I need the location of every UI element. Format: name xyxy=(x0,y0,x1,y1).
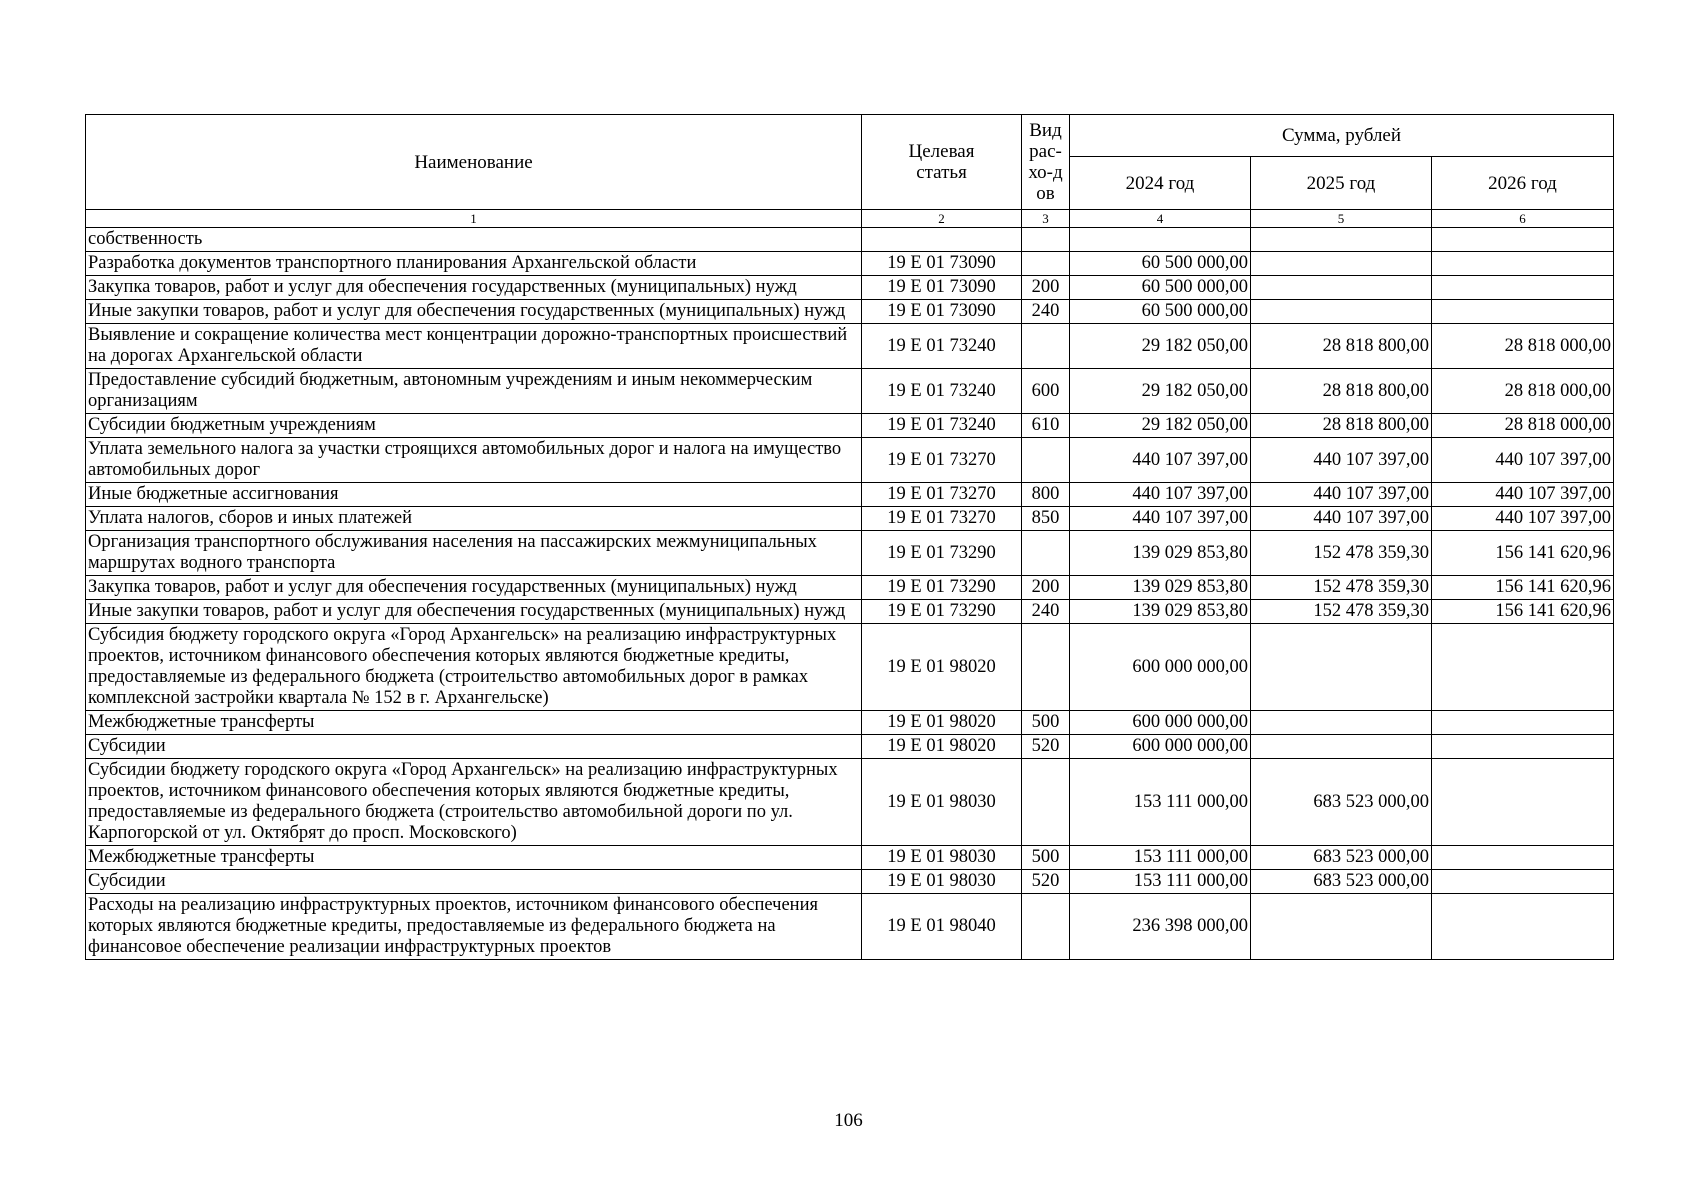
row-expense-type: 240 xyxy=(1022,300,1070,324)
row-amount-2024: 153 111 000,00 xyxy=(1070,759,1251,846)
row-target-code: 19 Е 01 98020 xyxy=(862,711,1022,735)
row-amount-2026 xyxy=(1432,759,1614,846)
table-row xyxy=(86,507,1614,531)
header-year-2024: 2024 год xyxy=(1070,157,1251,210)
row-name: Уплата налогов, сборов и иных платежей xyxy=(86,507,862,531)
row-target-code: 19 Е 01 73290 xyxy=(862,531,1022,576)
row-amount-2026: 156 141 620,96 xyxy=(1432,531,1614,576)
row-target-code xyxy=(862,228,1022,252)
column-number: 6 xyxy=(1432,210,1614,228)
row-target-code: 19 Е 01 73290 xyxy=(862,600,1022,624)
header-row-top xyxy=(86,115,1614,157)
row-name: Субсидии бюджетным учреждениям xyxy=(86,414,862,438)
row-amount-2024: 60 500 000,00 xyxy=(1070,252,1251,276)
row-amount-2024: 236 398 000,00 xyxy=(1070,894,1251,960)
row-amount-2025: 440 107 397,00 xyxy=(1251,483,1432,507)
row-amount-2026: 440 107 397,00 xyxy=(1432,438,1614,483)
row-name: Субсидии xyxy=(86,870,862,894)
row-amount-2025 xyxy=(1251,894,1432,960)
row-name: Межбюджетные трансферты xyxy=(86,846,862,870)
budget-table xyxy=(85,114,1614,960)
row-expense-type: 520 xyxy=(1022,735,1070,759)
table-row xyxy=(86,414,1614,438)
table-row xyxy=(86,324,1614,369)
column-number-row xyxy=(86,210,1614,228)
row-amount-2024: 139 029 853,80 xyxy=(1070,600,1251,624)
row-amount-2024: 29 182 050,00 xyxy=(1070,369,1251,414)
row-target-code: 19 Е 01 73290 xyxy=(862,576,1022,600)
table-row xyxy=(86,300,1614,324)
row-target-code: 19 Е 01 73090 xyxy=(862,300,1022,324)
row-amount-2025: 152 478 359,30 xyxy=(1251,576,1432,600)
header-year-2025: 2025 год xyxy=(1251,157,1432,210)
row-name: Предоставление субсидий бюджетным, автономным учреждениям и иным некоммерческим организациям xyxy=(86,369,862,414)
row-target-code: 19 Е 01 73240 xyxy=(862,369,1022,414)
row-name: Организация транспортного обслуживания населения на пассажирских межмуниципальных маршрутах водного транспорта xyxy=(86,531,862,576)
row-amount-2024: 153 111 000,00 xyxy=(1070,870,1251,894)
row-target-code: 19 Е 01 98040 xyxy=(862,894,1022,960)
row-amount-2024: 29 182 050,00 xyxy=(1070,414,1251,438)
table-row xyxy=(86,252,1614,276)
row-amount-2024: 139 029 853,80 xyxy=(1070,531,1251,576)
table-row xyxy=(86,759,1614,846)
table-row xyxy=(86,483,1614,507)
row-amount-2026: 156 141 620,96 xyxy=(1432,576,1614,600)
row-amount-2026: 156 141 620,96 xyxy=(1432,600,1614,624)
row-expense-type: 500 xyxy=(1022,711,1070,735)
row-expense-type: 200 xyxy=(1022,576,1070,600)
row-target-code: 19 Е 01 98020 xyxy=(862,624,1022,711)
row-amount-2026 xyxy=(1432,624,1614,711)
row-amount-2024 xyxy=(1070,228,1251,252)
row-name: Расходы на реализацию инфраструктурных проектов, источником финансового обеспечения которых являются бюджетные кредиты, предоставляемые из федерального бюджета на финансовое обеспечение реализации инфраструктурных проектов xyxy=(86,894,862,960)
row-amount-2026 xyxy=(1432,276,1614,300)
column-number: 1 xyxy=(86,210,862,228)
row-amount-2025 xyxy=(1251,735,1432,759)
row-expense-type: 500 xyxy=(1022,846,1070,870)
column-number: 3 xyxy=(1022,210,1070,228)
row-name: Межбюджетные трансферты xyxy=(86,711,862,735)
row-target-code: 19 Е 01 98030 xyxy=(862,870,1022,894)
row-amount-2025: 28 818 800,00 xyxy=(1251,324,1432,369)
row-amount-2026: 28 818 000,00 xyxy=(1432,324,1614,369)
row-amount-2026 xyxy=(1432,735,1614,759)
table-row xyxy=(86,600,1614,624)
row-amount-2025: 28 818 800,00 xyxy=(1251,414,1432,438)
row-amount-2024: 139 029 853,80 xyxy=(1070,576,1251,600)
row-target-code: 19 Е 01 73240 xyxy=(862,324,1022,369)
row-expense-type xyxy=(1022,624,1070,711)
row-target-code: 19 Е 01 73270 xyxy=(862,438,1022,483)
column-number: 4 xyxy=(1070,210,1251,228)
row-amount-2025 xyxy=(1251,711,1432,735)
row-target-code: 19 Е 01 98030 xyxy=(862,846,1022,870)
header-sum: Сумма, рублей xyxy=(1070,115,1614,157)
row-amount-2024: 600 000 000,00 xyxy=(1070,735,1251,759)
row-name: Субсидии xyxy=(86,735,862,759)
row-amount-2025: 683 523 000,00 xyxy=(1251,759,1432,846)
table-body xyxy=(86,115,1614,960)
row-amount-2026 xyxy=(1432,894,1614,960)
row-expense-type: 240 xyxy=(1022,600,1070,624)
row-name: Субсидии бюджету городского округа «Город Архангельск» на реализацию инфраструктурных проектов, источником финансового обеспечения которых являются бюджетные кредиты, предоставляемые из федерального бюджета (строительство автомобильной дороги по ул. Карпогорской от ул. Октябрят до просп. Московского) xyxy=(86,759,862,846)
table-row xyxy=(86,735,1614,759)
row-expense-type xyxy=(1022,252,1070,276)
row-amount-2025 xyxy=(1251,624,1432,711)
row-amount-2024: 60 500 000,00 xyxy=(1070,300,1251,324)
row-amount-2025: 440 107 397,00 xyxy=(1251,438,1432,483)
row-expense-type xyxy=(1022,759,1070,846)
row-amount-2026: 28 818 000,00 xyxy=(1432,369,1614,414)
row-name: Выявление и сокращение количества мест концентрации дорожно-транспортных происшествий на дорогах Архангельской области xyxy=(86,324,862,369)
row-target-code: 19 Е 01 73090 xyxy=(862,276,1022,300)
table-row xyxy=(86,894,1614,960)
table-row xyxy=(86,711,1614,735)
budget-sheet xyxy=(85,114,1613,960)
row-amount-2024: 440 107 397,00 xyxy=(1070,483,1251,507)
row-amount-2026 xyxy=(1432,870,1614,894)
row-amount-2026 xyxy=(1432,300,1614,324)
row-amount-2024: 29 182 050,00 xyxy=(1070,324,1251,369)
header-year-2026: 2026 год xyxy=(1432,157,1614,210)
row-amount-2026 xyxy=(1432,252,1614,276)
row-amount-2024: 153 111 000,00 xyxy=(1070,846,1251,870)
row-name: Закупка товаров, работ и услуг для обеспечения государственных (муниципальных) нужд xyxy=(86,276,862,300)
row-amount-2026 xyxy=(1432,711,1614,735)
row-amount-2025: 152 478 359,30 xyxy=(1251,600,1432,624)
row-expense-type xyxy=(1022,324,1070,369)
row-expense-type: 200 xyxy=(1022,276,1070,300)
row-target-code: 19 Е 01 73270 xyxy=(862,507,1022,531)
header-code-text: Целевая статья xyxy=(908,141,975,183)
row-expense-type xyxy=(1022,228,1070,252)
row-amount-2026 xyxy=(1432,846,1614,870)
row-amount-2026: 440 107 397,00 xyxy=(1432,483,1614,507)
row-amount-2026: 440 107 397,00 xyxy=(1432,507,1614,531)
header-kind xyxy=(1022,115,1070,210)
table-row xyxy=(86,369,1614,414)
row-amount-2024: 600 000 000,00 xyxy=(1070,624,1251,711)
table-row xyxy=(86,438,1614,483)
row-expense-type xyxy=(1022,438,1070,483)
table-row xyxy=(86,624,1614,711)
row-target-code: 19 Е 01 73090 xyxy=(862,252,1022,276)
row-expense-type: 600 xyxy=(1022,369,1070,414)
table-row xyxy=(86,846,1614,870)
page-number: 106 xyxy=(834,1110,863,1131)
row-name: Субсидия бюджету городского округа «Город Архангельск» на реализацию инфраструктурных проектов, источником финансового обеспечения которых являются бюджетные кредиты, предоставляемые из федерального бюджета (строительство автомобильных дорог в рамках комплексной застройки квартала № 152 в г. Архангельске) xyxy=(86,624,862,711)
row-name: Разработка документов транспортного планирования Архангельской области xyxy=(86,252,862,276)
row-name: Закупка товаров, работ и услуг для обеспечения государственных (муниципальных) нужд xyxy=(86,576,862,600)
row-name: Иные закупки товаров, работ и услуг для обеспечения государственных (муниципальных) нужд xyxy=(86,300,862,324)
row-expense-type xyxy=(1022,894,1070,960)
row-name: собственность xyxy=(86,228,862,252)
row-amount-2024: 600 000 000,00 xyxy=(1070,711,1251,735)
column-number: 2 xyxy=(862,210,1022,228)
row-expense-type: 800 xyxy=(1022,483,1070,507)
row-amount-2024: 440 107 397,00 xyxy=(1070,438,1251,483)
row-name: Иные бюджетные ассигнования xyxy=(86,483,862,507)
row-target-code: 19 Е 01 98020 xyxy=(862,735,1022,759)
row-amount-2025 xyxy=(1251,252,1432,276)
row-target-code: 19 Е 01 73240 xyxy=(862,414,1022,438)
header-name: Наименование xyxy=(86,115,862,210)
row-name: Уплата земельного налога за участки строящихся автомобильных дорог и налога на имущество автомобильных дорог xyxy=(86,438,862,483)
row-amount-2026 xyxy=(1432,228,1614,252)
row-amount-2025 xyxy=(1251,276,1432,300)
row-amount-2025: 152 478 359,30 xyxy=(1251,531,1432,576)
row-expense-type: 610 xyxy=(1022,414,1070,438)
header-kind-text: Вид рас-хо-дов xyxy=(1028,120,1063,204)
row-amount-2024: 60 500 000,00 xyxy=(1070,276,1251,300)
row-target-code: 19 Е 01 73270 xyxy=(862,483,1022,507)
column-number: 5 xyxy=(1251,210,1432,228)
row-expense-type: 520 xyxy=(1022,870,1070,894)
row-name: Иные закупки товаров, работ и услуг для обеспечения государственных (муниципальных) нужд xyxy=(86,600,862,624)
row-amount-2025: 683 523 000,00 xyxy=(1251,846,1432,870)
row-amount-2025: 683 523 000,00 xyxy=(1251,870,1432,894)
table-row xyxy=(86,276,1614,300)
row-amount-2025 xyxy=(1251,300,1432,324)
row-amount-2024: 440 107 397,00 xyxy=(1070,507,1251,531)
row-amount-2025: 28 818 800,00 xyxy=(1251,369,1432,414)
row-expense-type xyxy=(1022,531,1070,576)
table-row xyxy=(86,870,1614,894)
row-target-code: 19 Е 01 98030 xyxy=(862,759,1022,846)
table-row xyxy=(86,228,1614,252)
table-row xyxy=(86,576,1614,600)
header-code xyxy=(862,115,1022,210)
row-expense-type: 850 xyxy=(1022,507,1070,531)
row-amount-2025 xyxy=(1251,228,1432,252)
table-row xyxy=(86,531,1614,576)
row-amount-2026: 28 818 000,00 xyxy=(1432,414,1614,438)
row-amount-2025: 440 107 397,00 xyxy=(1251,507,1432,531)
